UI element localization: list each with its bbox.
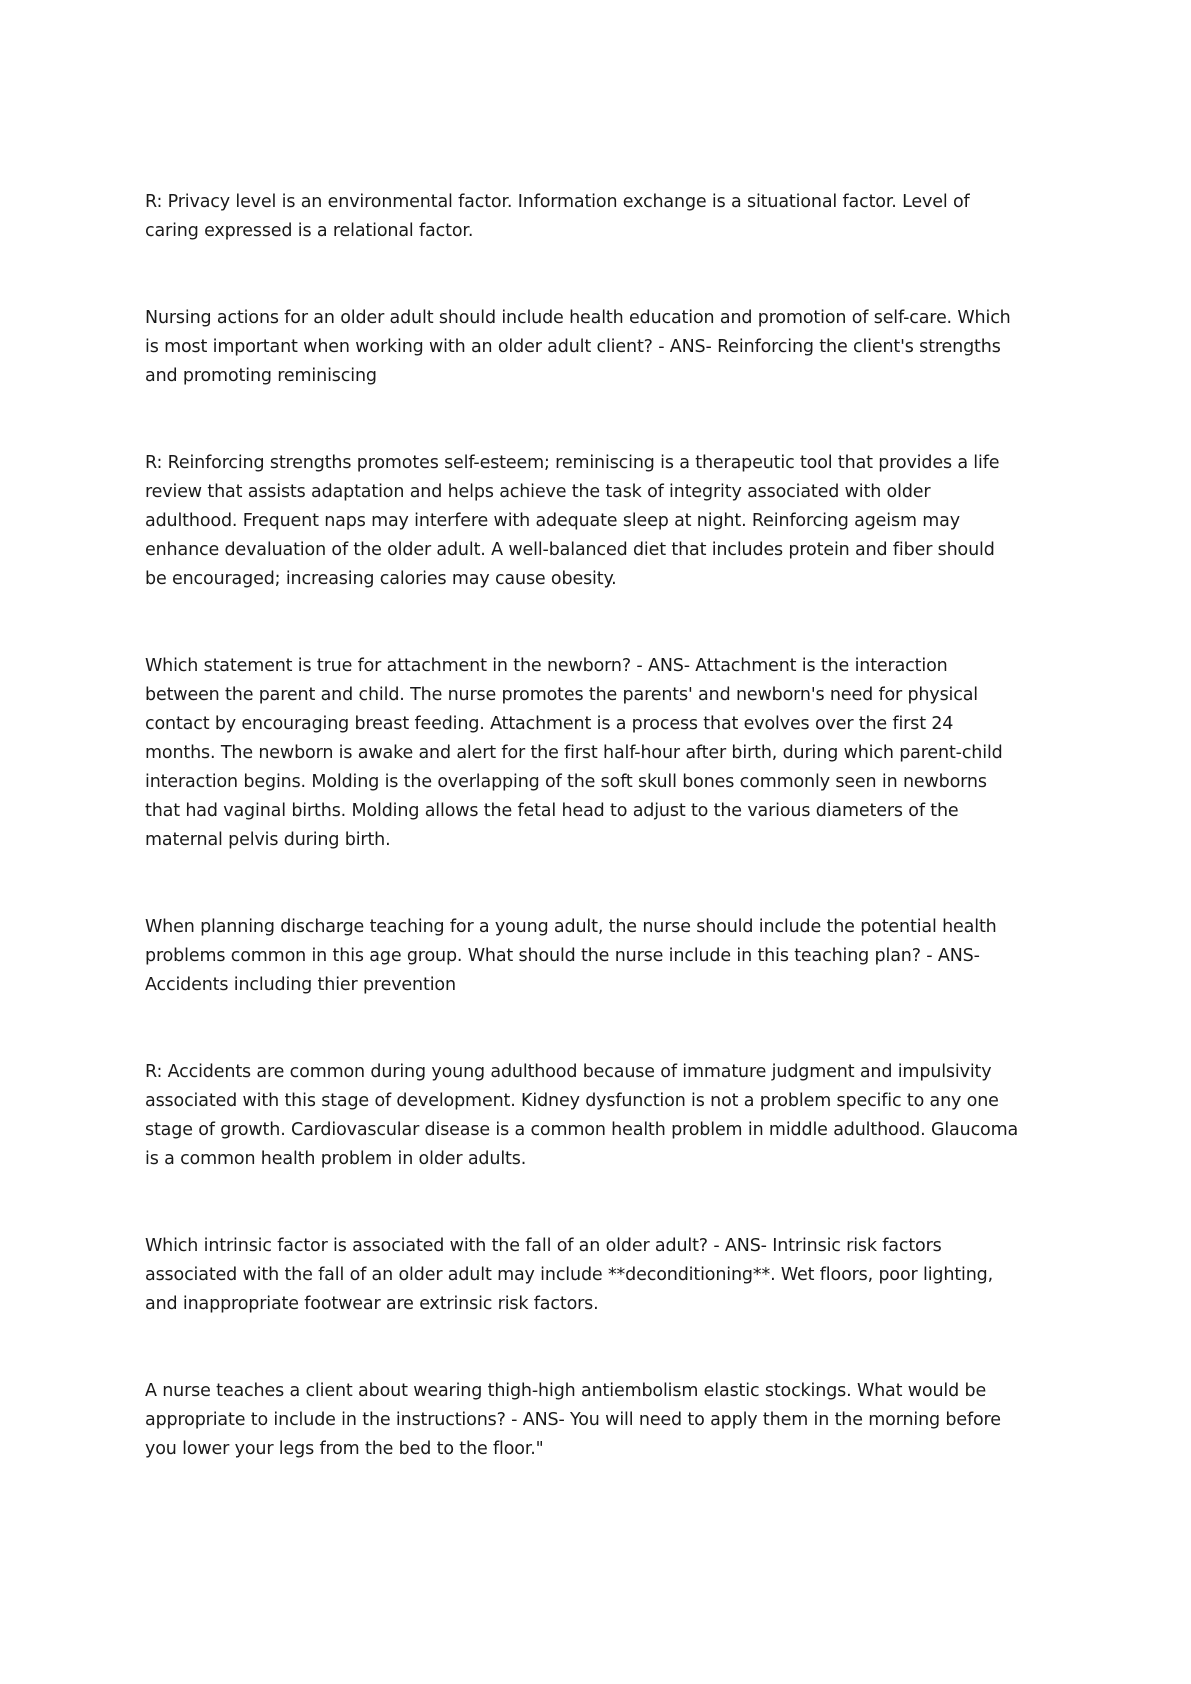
- document-body: [145, 188, 1060, 1522]
- question-intrinsic-fall-factor: Which intrinsic factor is associated with the fall of an older adult? - ANS- Intrinsic risk factors associated with the fall of an older adult may include **deconditioning**. Wet floors, poor lighting, and inappropriate footwear are extrinsic risk factors.: [145, 1236, 994, 1314]
- question-antiembolism-stockings: A nurse teaches a client about wearing thigh-high antiembolism elastic stockings. What would be appropriate to include in the instructions? - ANS- You will need to apply them in the morning before you lower your legs from the bed to the floor.": [145, 1381, 1001, 1459]
- rationale-young-adult-accidents: R: Accidents are common during young adulthood because of immature judgment and impulsivity associated with this stage of development. Kidney dysfunction is not a problem specific to any one stage of growth. Cardiovascular disease is a common health problem in middle adulthood. Glaucoma is a common health problem in older adults.: [145, 1062, 1019, 1169]
- question-young-adult-discharge-teaching: When planning discharge teaching for a young adult, the nurse should include the potential health problems common in this age group. What should the nurse include in this teaching plan? - ANS- Accidents including thier prevention: [145, 917, 997, 995]
- question-older-adult-nursing-actions: Nursing actions for an older adult should include health education and promotion of self-care. Which is most important when working with an older adult client? - ANS- Reinforcing the client's strengths and promoting reminiscing: [145, 308, 1011, 386]
- rationale-privacy-paragraph: R: Privacy level is an environmental factor. Information exchange is a situational factor. Level of caring expressed is a relational factor.: [145, 192, 970, 241]
- question-newborn-attachment: Which statement is true for attachment in the newborn? - ANS- Attachment is the interaction between the parent and child. The nurse promotes the parents' and newborn's need for physical contact by encouraging breast feeding. Attachment is a process that evolves over the first 24 months. The newborn is awake and alert for the first half-hour after birth, during which parent-child interaction begins. Molding is the overlapping of the soft skull bones commonly seen in newborns that had vaginal births. Molding allows the fetal head to adjust to the various diameters of the maternal pelvis during birth.: [145, 656, 1003, 850]
- rationale-reinforcing-strengths: R: Reinforcing strengths promotes self-esteem; reminiscing is a therapeutic tool that provides a life review that assists adaptation and helps achieve the task of integrity associated with older adulthood. Frequent naps may interfere with adequate sleep at night. Reinforcing ageism may enhance devaluation of the older adult. A well-balanced diet that includes protein and fiber should be encouraged; increasing calories may cause obesity.: [145, 453, 1000, 589]
